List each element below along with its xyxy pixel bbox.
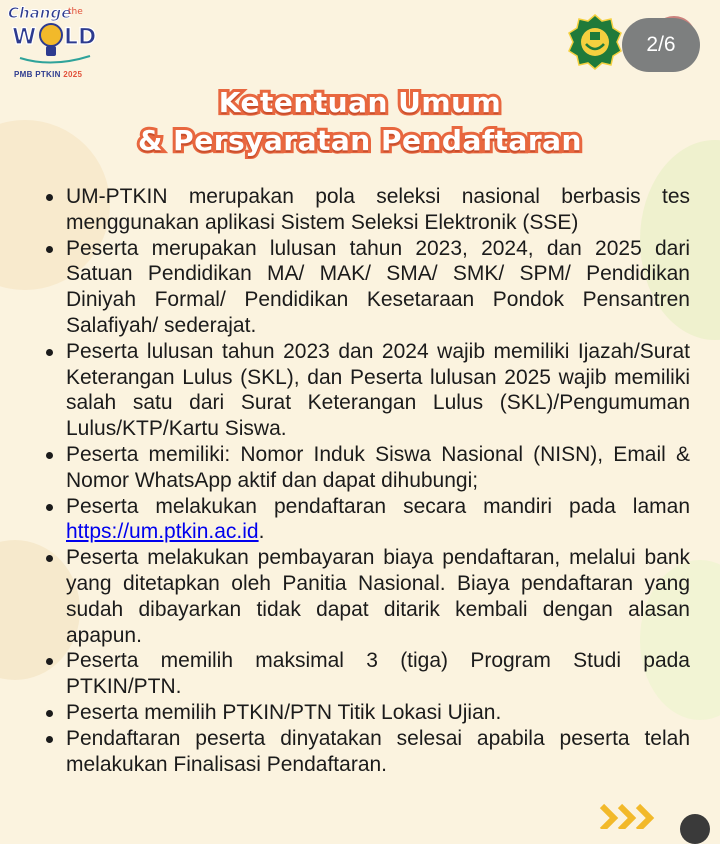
- svg-text:the: the: [68, 7, 83, 17]
- list-item: UM-PTKIN merupakan pola seleksi nasional berbasis tes menggunakan aplikasi Sistem Seleksi Elektronik (SSE): [42, 184, 690, 236]
- list-item: Peserta merupakan lulusan tahun 2023, 2024, dan 2025 dari Satuan Pendidikan MA/ MAK/ SMA/ SMK/ SPM/ Pendidikan Diniyah Formal/ Pendidikan Kesetaraan Pondok Pensantren Salafiyah/ sederajat.: [42, 236, 690, 339]
- bullet-icon: [46, 349, 53, 356]
- page-counter: 2/6: [622, 18, 700, 72]
- list-item: Peserta memilih PTKIN/PTN Titik Lokasi Ujian.: [42, 700, 690, 726]
- kemenag-emblem-icon: [566, 14, 624, 70]
- svg-text:LD: LD: [64, 25, 97, 50]
- bullet-icon: [46, 658, 53, 665]
- page-subtitle: & Persyaratan Pendaftaran: [138, 124, 582, 157]
- bullet-icon: [46, 504, 53, 511]
- decor-dot: [680, 814, 710, 844]
- list-item: Peserta melakukan pendaftaran secara mandiri pada laman https://um.ptkin.ac.id.: [42, 494, 690, 546]
- list-item: Pendaftaran peserta dinyatakan selesai apabila peserta telah melakukan Finalisasi Pendaftaran.: [42, 726, 690, 778]
- change-the-world-logo: [6, 2, 98, 82]
- bullet-icon: [46, 710, 53, 717]
- chevron-decor-icon: [598, 800, 678, 829]
- bullet-icon: [46, 736, 53, 743]
- bullet-icon: [46, 555, 53, 562]
- list-item: Peserta melakukan pembayaran biaya pendaftaran, melalui bank yang ditetapkan oleh Panitia Nasional. Biaya pendaftaran yang sudah dibayarkan tidak dapat ditarik kembali dengan alasan apapun.: [42, 545, 690, 648]
- requirements-list: [42, 184, 690, 777]
- logo-caption: PMB PTKIN 2025: [14, 70, 83, 79]
- page-title: Ketentuan Umum: [218, 86, 502, 119]
- bullet-icon: [46, 246, 53, 253]
- list-item: Peserta memiliki: Nomor Induk Siswa Nasional (NISN), Email & Nomor WhatsApp aktif dan dapat dihubungi;: [42, 442, 690, 494]
- svg-text:W: W: [12, 25, 37, 50]
- lightbulb-globe-icon: [6, 2, 98, 70]
- registration-link[interactable]: https://um.ptkin.ac.id: [66, 520, 259, 544]
- bullet-icon: [46, 194, 53, 201]
- list-item: Peserta lulusan tahun 2023 dan 2024 wajib memiliki Ijazah/Surat Keterangan Lulus (SKL), dan Peserta lulusan 2025 wajib memiliki salah satu dari Surat Keterangan Lulus (SKL)/Pengumuman Lulus/KTP/Kartu Siswa.: [42, 339, 690, 442]
- bullet-icon: [46, 452, 53, 459]
- svg-text:Change: Change: [8, 4, 72, 22]
- list-item: Peserta memilih maksimal 3 (tiga) Program Studi pada PTKIN/PTN.: [42, 648, 690, 700]
